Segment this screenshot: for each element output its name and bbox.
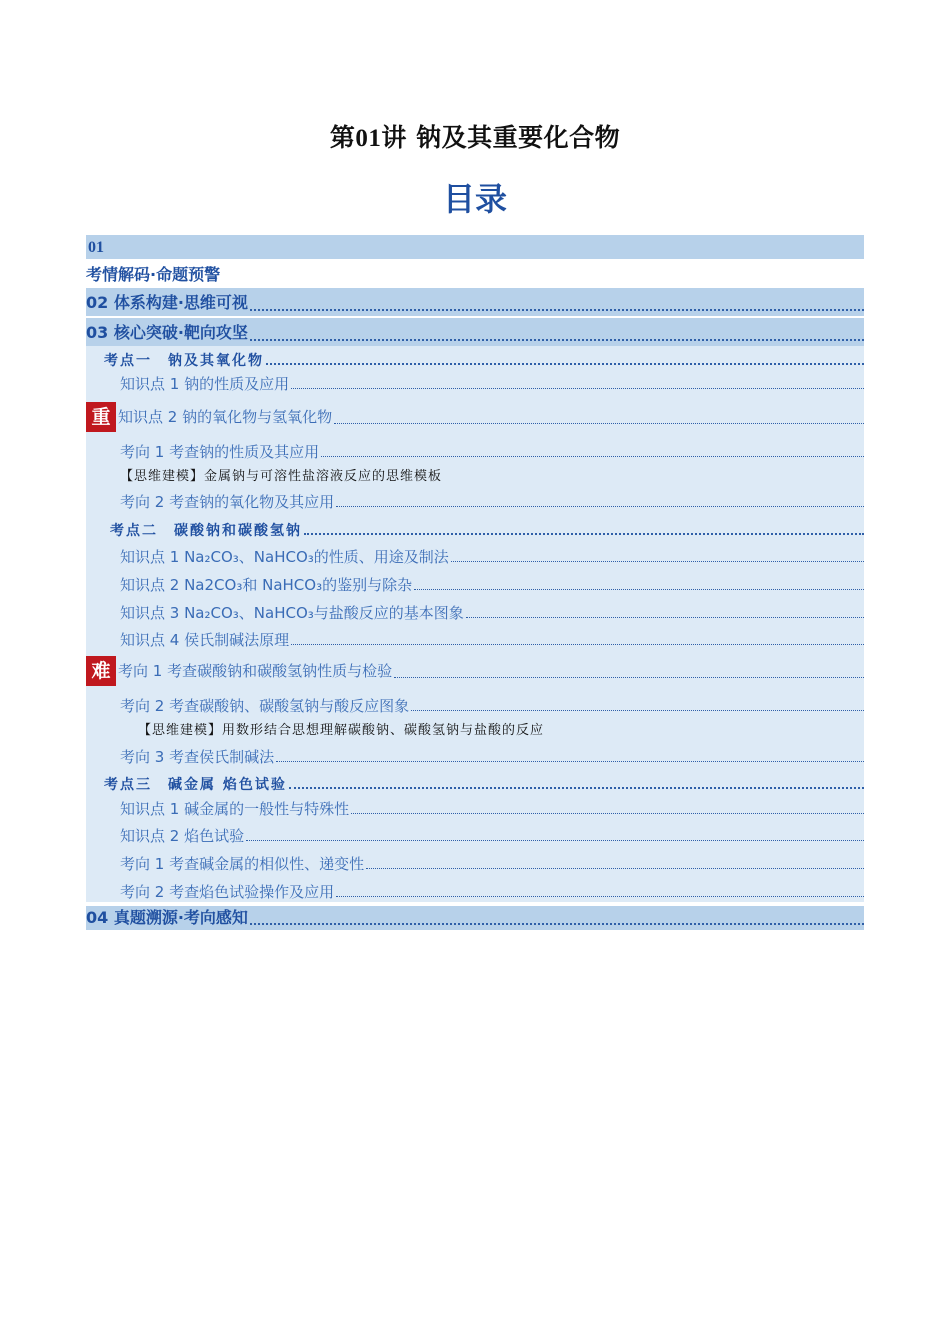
toc-entry-text: 考向 1 考查碳酸钠和碳酸氢钠性质与检验	[118, 662, 393, 680]
toc-entry-kx-1-2[interactable]	[86, 490, 864, 512]
toc-entry-text: 01	[88, 239, 104, 256]
dot-leader	[321, 455, 864, 457]
dot-leader	[334, 422, 864, 424]
dot-leader	[250, 922, 864, 925]
toc-entry-01[interactable]	[86, 235, 864, 259]
toc-heading: 目录	[442, 180, 507, 218]
toc-entry-text: 考向 2 考查碳酸钠、碳酸氢钠与酸反应图象	[120, 697, 410, 715]
toc-entry-kaodian-3[interactable]	[86, 772, 864, 794]
toc-entry-kx-2-2[interactable]	[86, 694, 864, 716]
title-prefix: 第	[329, 123, 356, 152]
toc-entry-text: 知识点 1 钠的性质及应用	[120, 375, 290, 393]
dot-leader	[291, 643, 864, 645]
toc-entry-text: 知识点 1 Na₂CO₃、NaHCO₃的性质、用途及制法	[120, 548, 449, 566]
toc-entry-text: 知识点 1 碱金属的一般性与特殊性	[120, 800, 350, 818]
toc-entry-kaodian-1[interactable]	[86, 348, 864, 370]
title-number: 01	[355, 125, 382, 152]
toc-entry-zsd-2-4[interactable]	[86, 628, 864, 650]
toc-entry-02[interactable]	[86, 288, 864, 316]
toc-entry-kaoqing[interactable]	[86, 262, 864, 288]
toc-entry-kaodian-2[interactable]	[86, 518, 864, 540]
toc-entry-kx-2-1[interactable]	[86, 656, 864, 686]
toc-entry-zsd-2-3[interactable]	[86, 601, 864, 623]
toc-entry-kx-1-1[interactable]	[86, 440, 864, 462]
toc-entry-text: 知识点 3 Na₂CO₃、NaHCO₃与盐酸反应的基本图象	[120, 604, 464, 622]
toc-entry-text: 知识点 4 侯氏制碱法原理	[120, 631, 290, 649]
toc-entry-kx-3-2[interactable]	[86, 880, 864, 902]
toc-entry-04[interactable]	[86, 906, 864, 930]
toc-entry-text: 考点二 碳酸钠和碳酸氢钠	[110, 523, 302, 539]
toc-entry-kx-3-1[interactable]	[86, 852, 864, 874]
dot-leader	[304, 532, 864, 535]
toc-entry-text: 考向 1 考查钠的性质及其应用	[120, 443, 320, 461]
toc-entry-text: 03 核心突破·靶向攻坚	[86, 323, 248, 342]
document-title	[0, 118, 950, 154]
toc-entry-text: 知识点 2 Na2CO₃和 NaHCO₃的鉴别与除杂	[120, 576, 413, 594]
toc-entry-zsd-1-2[interactable]	[86, 402, 864, 432]
toc-note-2	[86, 720, 864, 742]
toc-entry-text: 【思维建模】用数形结合思想理解碳酸钠、碳酸氢钠与盐酸的反应	[138, 723, 545, 738]
dot-leader	[276, 760, 864, 762]
toc-note-1	[86, 466, 864, 488]
dot-leader	[336, 895, 864, 897]
toc-entry-text: 知识点 2 钠的氧化物与氢氧化物	[118, 408, 333, 426]
dot-leader	[351, 812, 864, 814]
toc-entry-zsd-2-1[interactable]	[86, 545, 864, 567]
dot-leader	[250, 338, 864, 341]
dot-leader	[336, 505, 864, 507]
toc-entry-text: 考向 2 考查钠的氧化物及其应用	[120, 493, 335, 511]
toc-entry-text: 知识点 2 焰色试验	[120, 827, 245, 845]
toc-entry-text: 【思维建模】金属钠与可溶性盐溶液反应的思维模板	[120, 469, 443, 484]
difficult-point-badge: 难	[86, 656, 116, 686]
title-rest: 讲 钠及其重要化合物	[381, 123, 621, 152]
toc-entry-text: 02 体系构建·思维可视	[86, 293, 248, 312]
toc-entry-text: 考情解码·命题预警	[86, 265, 221, 284]
dot-leader	[246, 839, 864, 841]
dot-leader	[451, 560, 864, 562]
toc-entry-zsd-3-1[interactable]	[86, 797, 864, 819]
toc-entry-zsd-1-1[interactable]	[86, 372, 864, 394]
dot-leader	[466, 616, 864, 618]
toc-entry-text: 考向 2 考查焰色试验操作及应用	[120, 883, 335, 901]
toc-entry-zsd-3-2[interactable]	[86, 824, 864, 846]
dot-leader	[411, 709, 864, 711]
dot-leader	[289, 786, 864, 789]
toc-entry-text: 考点三 碱金属 焰色试验	[104, 777, 287, 793]
toc-entry-kx-2-3[interactable]	[86, 745, 864, 767]
toc-entry-text: 考向 3 考查侯氏制碱法	[120, 748, 275, 766]
toc-entry-text: 考点一 钠及其氧化物	[104, 353, 264, 369]
toc-entry-03[interactable]	[86, 318, 864, 346]
toc-entry-text: 考向 1 考查碱金属的相似性、递变性	[120, 855, 365, 873]
dot-leader	[266, 362, 864, 365]
toc-entry-zsd-2-2[interactable]	[86, 573, 864, 595]
dot-leader	[366, 867, 864, 869]
dot-leader	[414, 588, 864, 590]
dot-leader	[291, 387, 864, 389]
key-point-badge: 重	[86, 402, 116, 432]
dot-leader	[250, 308, 864, 311]
dot-leader	[394, 676, 864, 678]
toc-entry-text: 04 真题溯源·考向感知	[86, 908, 248, 927]
